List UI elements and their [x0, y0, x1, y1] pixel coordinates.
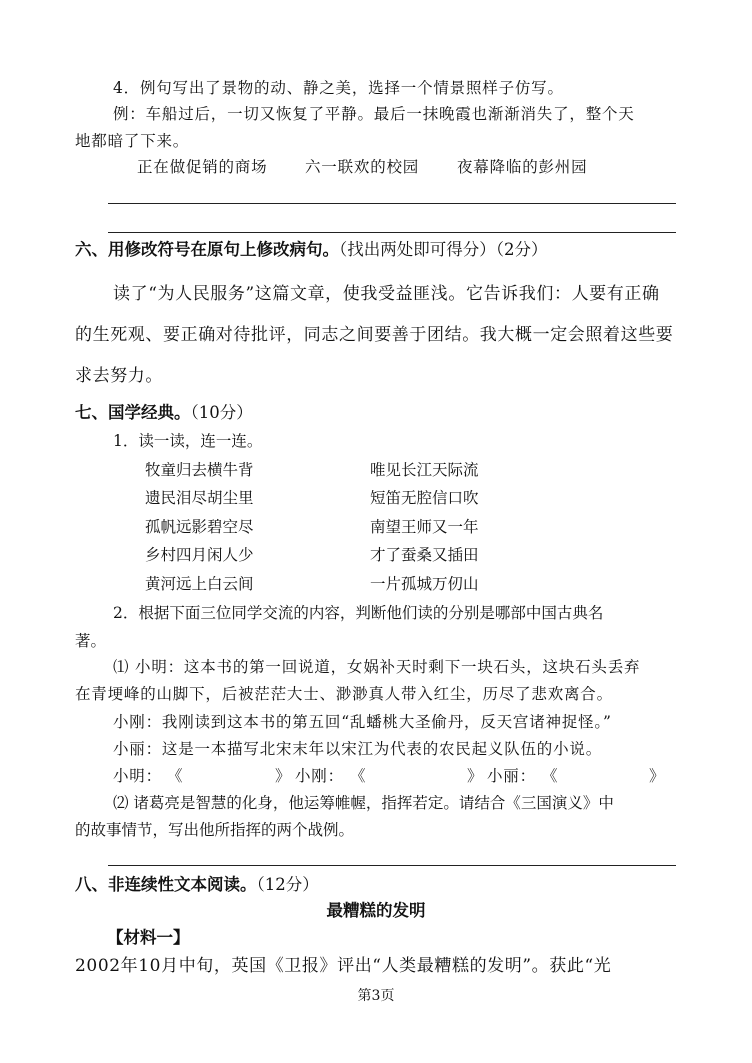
poem-left-5[interactable]: 黄河远上白云间	[145, 575, 254, 593]
answer-xiaoli-open: 《	[542, 767, 558, 785]
q4-example-line2: 地都暗了下来。	[75, 132, 190, 150]
zhugeliang-line1: ⑵ 诸葛亮是智慧的化身，他运筹帷幄，指挥若定。请结合《三国演义》中	[113, 794, 614, 812]
material-one-label: 【材料一】	[107, 928, 190, 947]
poem-left-1[interactable]: 牧童归去横牛背	[145, 461, 254, 479]
section-7-note: （10分）	[190, 403, 253, 422]
answer-xiaoli-close: 》	[649, 767, 665, 785]
s8-line1: 2002年10月中旬，英国《卫报》评出“人类最糟糕的发明”。获此“光	[75, 956, 612, 976]
answer-xiaogang-open: 《	[350, 767, 366, 785]
q4-example-line1: 例：车船过后，一切又恢复了平静。最后一抹晚霞也渐渐消失了，整个天	[113, 105, 635, 123]
q4-answer-line-2[interactable]	[108, 232, 676, 233]
q4-answer-line-1[interactable]	[108, 203, 676, 204]
answer-xiaogang-label: 小刚：	[295, 767, 344, 785]
section-7-title: 七、国学经典。	[75, 403, 191, 422]
section-6-note: （找出两处即可得分）（2分）	[339, 240, 548, 259]
s7-q1: 1．读一读，连一连。	[113, 432, 263, 450]
q4-prompt: 4．例句写出了景物的动、静之美，选择一个情景照样子仿写。	[113, 79, 564, 97]
s6-line1: 读了“为人民服务”这篇文章，使我受益匪浅。它告诉我们：人要有正确	[113, 284, 660, 304]
zhugeliang-answer-line[interactable]	[108, 865, 676, 866]
q4-option-2: 六一联欢的校园	[305, 158, 420, 176]
s7-q2-line2: 著。	[75, 632, 107, 650]
section-8-heading	[75, 874, 319, 896]
section-8-note: （12分）	[256, 875, 319, 894]
section-6-heading	[75, 239, 548, 261]
zhugeliang-line2: 的故事情节，写出他所指挥的两个战例。	[75, 821, 355, 839]
xiaoming-line1: ⑴ 小明：这本书的第一回说道，女娲补天时剩下一块石头，这块石头丢弃	[113, 658, 641, 676]
poem-right-1[interactable]: 唯见长江天际流	[370, 461, 479, 479]
s7-q2-line1: 2．根据下面三位同学交流的内容，判断他们读的分别是哪部中国古典名	[113, 604, 604, 622]
answer-xiaogang-close: 》	[467, 767, 483, 785]
q4-option-1: 正在做促销的商场	[137, 158, 268, 176]
poem-right-5[interactable]: 一片孤城万仞山	[370, 575, 479, 593]
page-number: 第3页	[357, 988, 395, 1004]
s6-line3: 求去努力。	[75, 366, 163, 386]
poem-right-3[interactable]: 南望王师又一年	[370, 518, 479, 536]
s6-line2: 的生死观、要正确对待批评，同志之间要善于团结。我大概一定会照着这些要	[75, 325, 674, 345]
answer-xiaoli-label: 小丽：	[487, 767, 536, 785]
answer-xiaoming-label: 小明：	[113, 767, 162, 785]
poem-left-2[interactable]: 遗民泪尽胡尘里	[145, 489, 254, 507]
article-title: 最糟糕的发明	[326, 901, 426, 920]
poem-right-4[interactable]: 才了蚕桑又插田	[370, 546, 479, 564]
poem-left-4[interactable]: 乡村四月闲人少	[145, 546, 254, 564]
q4-option-3: 夜幕降临的彭州园	[457, 158, 588, 176]
poem-left-3[interactable]: 孤帆远影碧空尽	[145, 518, 254, 536]
xiaoli-line: 小丽：这是一本描写北宋末年以宋江为代表的农民起义队伍的小说。	[113, 740, 603, 758]
answer-xiaoming-open: 《	[167, 767, 183, 785]
section-8-title: 八、非连续性文本阅读。	[75, 875, 257, 894]
xiaogang-line: 小刚：我刚读到这本书的第五回“乱蟠桃大圣偷丹，反天宫诸神捉怪。”	[113, 713, 612, 731]
section-7-heading	[75, 402, 253, 424]
xiaoming-line2: 在青埂峰的山脚下，后被茫茫大士、渺渺真人带入红尘，历尽了悲欢离合。	[75, 685, 613, 703]
section-6-title: 六、用修改符号在原句上修改病句。	[75, 240, 339, 259]
poem-right-2[interactable]: 短笛无腔信口吹	[370, 489, 479, 507]
answer-xiaoming-close: 》	[275, 767, 291, 785]
